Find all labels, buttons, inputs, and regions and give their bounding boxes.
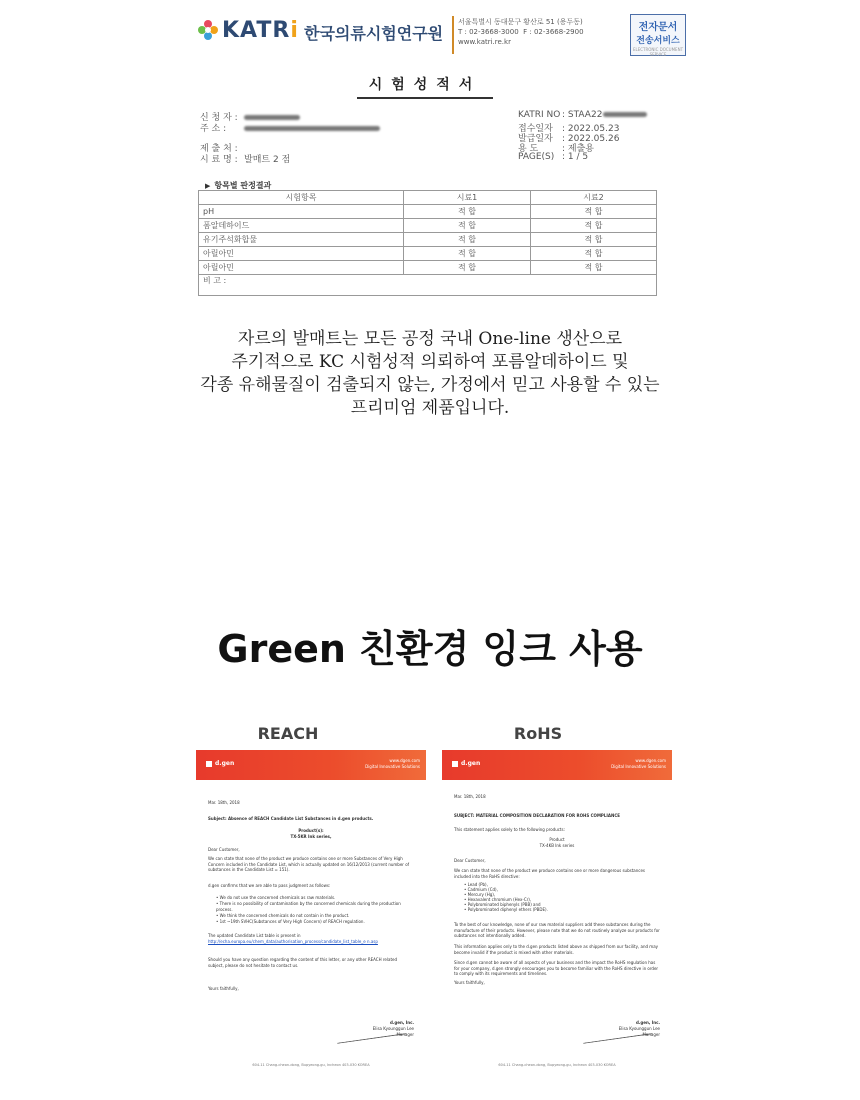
description-line: 자르의 발매트는 모든 공정 국내 One-line 생산으로 (237, 329, 623, 349)
table-cell: 적 합 (531, 247, 657, 261)
address-field: 주 소 : (200, 121, 380, 134)
letter-greeting: Dear Customer, (454, 858, 486, 863)
description-line: 주기적으로 KC 시험성적 의뢰하여 포름알데하이드 및 (231, 352, 629, 372)
letter-footer: 604-11 Chang-cheon-dong, Bupyeong-gu, Incheon 403-030 KOREA (498, 1063, 616, 1067)
table-cell: 유기주석화합물 (199, 233, 404, 247)
letter-bullet: • We do not use the concerned chemicals as raw materials. (216, 895, 336, 900)
description-line: 프리미엄 제품입니다. (350, 398, 510, 418)
table-cell: 적 합 (404, 247, 531, 261)
letter-paragraph: We can state that none of the product we produce contains one or more Substances of Very High Concern included in the Candidate List, which is actually updated on 16/12/2013 (current number of substances in the Candidate List = 151). (208, 856, 410, 872)
purpose-field: 용 도 : 제출용 (518, 144, 594, 154)
signer-name: Elisa Kyounggun Lee (618, 1026, 660, 1031)
letter-date: Mar. 18th, 2018 (454, 794, 486, 799)
product-name: TX-4KB Ink series (539, 843, 575, 848)
applicant-field: 신 청 자 : (200, 110, 300, 123)
remark-cell: 비 고 : (199, 275, 657, 296)
result-section-label: ▶ 항목별 판정결과 (205, 181, 272, 190)
table-header-row (199, 191, 657, 205)
dgen-logo: d.gen (206, 760, 234, 767)
katri-header (190, 8, 685, 64)
table-row (199, 219, 657, 233)
signer-name: Elisa Kyounggun Lee (372, 1026, 414, 1031)
table-cell: 적 합 (531, 219, 657, 233)
company-name: d.gen, Inc. (636, 1020, 660, 1025)
table-cell: 적 합 (531, 233, 657, 247)
letter-closing: Yours faithfully, (208, 986, 239, 991)
table-cell: pH (199, 205, 404, 219)
table-cell: 적 합 (531, 205, 657, 219)
rohs-letter (442, 750, 672, 1075)
signer-title: Manager (642, 1032, 660, 1037)
product-label: Product (549, 837, 565, 842)
product-label: Product(s): (298, 828, 324, 833)
result-table (198, 190, 657, 296)
reach-title: REACH (257, 724, 319, 743)
letter-banner (196, 750, 426, 780)
letter-bullet: • Mercury (Hg), (464, 892, 496, 897)
table-cell: 폼알데하이드 (199, 219, 404, 233)
received-date-field: 접수일자 : 2022.05.23 (518, 124, 620, 134)
product-description (0, 328, 860, 420)
letter-subject: SUBJECT: MATERIAL COMPOSITION DECLARATION FOR ROHS COMPLIANCE (454, 813, 621, 818)
letter-intro: This statement applies solely to the following products: (454, 827, 565, 832)
katri-org-name: 한국의류시험연구원 (304, 24, 444, 43)
letter-banner (442, 750, 672, 780)
letter-paragraph: Since d.gen cannot be aware of all aspects of your business and the impact the RoHS regulation has for your company, d.gen strongly encourages you to become familiar with the RoHS directive in order to comply with its requirements and timelines. (454, 960, 659, 976)
banner-site: www.dgen.com Digital Innovative Solutions (365, 758, 420, 769)
letter-paragraph: The updated Candidate List table is present in (208, 933, 301, 938)
green-ink-heading: Green 친환경 잉크 사용 (217, 627, 643, 671)
katri-logo-text: KATRi (222, 18, 299, 43)
katri-flower-icon (198, 20, 218, 40)
table-cell: 적 합 (404, 219, 531, 233)
candidate-list-link[interactable]: http://echa.europa.eu/chem_data/authorisation_process/candidate_list_table_e n.asp (208, 939, 378, 944)
table-header-cell: 시료2 (531, 191, 657, 205)
triangle-icon: ▶ (205, 182, 211, 190)
katri-address: 서울특별시 동대문구 황산로 51 (용두동) T : 02-3668-3000 F : 02-3668-2900 www.katri.re.kr (458, 18, 584, 46)
table-row (199, 261, 657, 275)
table-cell: 아릴아민 (199, 247, 404, 261)
letter-bullet: • There is no possibility of contamination by the concerned chemicals during the production process. (216, 901, 401, 912)
description-line: 각종 유해물질이 검출되지 않는, 가정에서 믿고 사용할 수 있는 (200, 375, 660, 395)
submit-to-field: 제 출 처 : (200, 144, 238, 154)
table-cell: 적 합 (404, 261, 531, 275)
company-name: d.gen, Inc. (390, 1020, 414, 1025)
letter-greeting: Dear Customer, (208, 847, 240, 852)
certificate-title: 시험성적서 (357, 74, 493, 99)
table-header-cell: 시료1 (404, 191, 531, 205)
letter-bullet: • Lead (Pb), (464, 882, 488, 887)
katri-no-field: KATRI NO : STAA22 (518, 110, 647, 120)
letter-bullet: • Cadmium (Cd), (464, 887, 498, 892)
remark-row (199, 275, 657, 296)
table-cell: 적 합 (531, 261, 657, 275)
banner-site: www.dgen.com Digital Innovative Solutions (611, 758, 666, 769)
table-row (199, 205, 657, 219)
dgen-logo: d.gen (452, 760, 480, 767)
reach-letter (196, 750, 426, 1075)
letter-paragraph: This information applies only to the d.gen products listed above as shipped from our facility, and may become invalid if the product is mixed with other materials. (454, 944, 659, 955)
letter-date: Mar. 18th, 2018 (208, 800, 240, 805)
table-row (199, 247, 657, 261)
letter-bullet: • Polybrominated diphenyl ethers (PBDE). (464, 907, 548, 912)
signer-title: Manager (396, 1032, 414, 1037)
e-document-badge: 전자문서 전송서비스 ELECTRONIC DOCUMENT SERVICE (630, 14, 686, 56)
product-name: TX-5KR Ink series, (290, 834, 332, 839)
rohs-title: RoHS (513, 724, 563, 743)
pages-field: PAGE(S) : 1 / 5 (518, 152, 589, 162)
letter-paragraph: We can state that none of the product we produce contains one or more dangerous substances included into the RoHS directive: (454, 868, 646, 879)
letter-bullet: • Polybrominated biphenyls (PBB) and (464, 902, 541, 907)
letter-paragraph: d.gen confirms that we are able to pass judgment as follows: (208, 883, 331, 888)
header-divider (452, 16, 454, 54)
letter-bullet: • We think the concerned chemicals do not contain in the product. (216, 913, 350, 918)
table-cell: 적 합 (404, 205, 531, 219)
letter-footer: 604-11 Chang-cheon-dong, Bupyeong-gu, Incheon 403-030 KOREA (252, 1063, 370, 1067)
letter-closing: Yours faithfully, (454, 980, 485, 985)
table-header-cell: 시험항목 (199, 191, 404, 205)
letter-bullet: • 1st ~19th SVHC(Substances of Very High Concern) of REACH regulation. (216, 919, 365, 924)
letter-paragraph: To the best of our knowledge, none of our raw material suppliers add these substances during the manufacture of their products. However, please note that we do not routinely analyze our products for substances not intentionally added. (454, 922, 660, 938)
letter-paragraph: Should you have any question regarding the content of this letter, or any other REACH related subject, please do not hesitate to contact us. (208, 957, 398, 968)
letter-bullet: • Hexavalent chromium (Hex-Cr), (464, 897, 532, 902)
table-cell: 적 합 (404, 233, 531, 247)
issue-date-field: 발급일자 : 2022.05.26 (518, 134, 620, 144)
sample-name-field: 시 료 명 : 발매트 2 점 (200, 155, 291, 165)
table-cell: 아릴아민 (199, 261, 404, 275)
table-row (199, 233, 657, 247)
letter-subject: Subject: Absence of REACH Candidate List Substances in d.gen products. (208, 816, 374, 821)
